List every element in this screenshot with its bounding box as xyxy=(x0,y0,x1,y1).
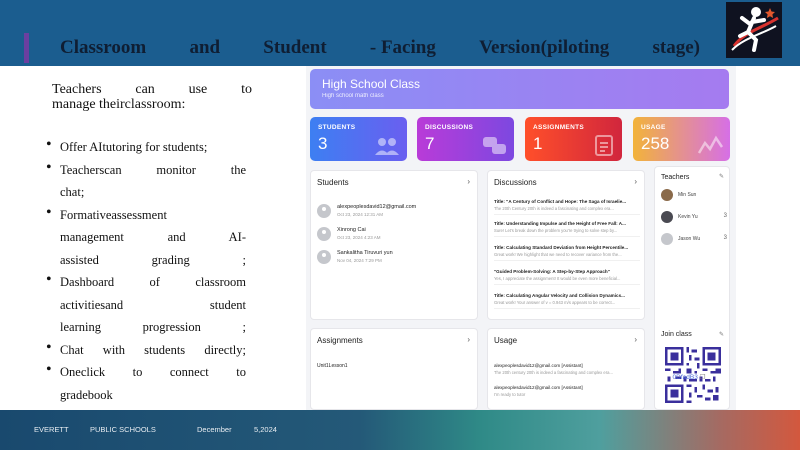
chevron-right-icon[interactable]: › xyxy=(634,335,637,344)
teacher-row[interactable] xyxy=(661,189,727,205)
teacher-row[interactable] xyxy=(661,233,727,249)
bullet-line: gradebook xyxy=(60,387,113,402)
slide-body-text xyxy=(52,82,252,406)
student-date: Oct 23, 2024 12:31 AM xyxy=(337,212,384,217)
bullet-line: assisted grading ; xyxy=(60,252,246,267)
bullet-line: • Chat with students directly; xyxy=(60,342,246,357)
teacher-count: 3 xyxy=(723,213,727,219)
bullet-line: • Teacherscan monitor the xyxy=(60,162,246,177)
stat-value: 3 xyxy=(318,134,328,153)
students-icon xyxy=(373,135,401,157)
student-row[interactable] xyxy=(317,249,475,267)
discussion-snippet: Great work! We highlight that we need to recover variance from the... xyxy=(494,252,622,257)
feature-bullet-list xyxy=(46,136,246,406)
discussion-item[interactable] xyxy=(494,199,640,215)
bullet-item xyxy=(46,159,246,204)
teacher-count: 3 xyxy=(723,235,727,241)
chevron-right-icon[interactable]: › xyxy=(467,177,470,186)
teacher-name: Kevin Yu xyxy=(678,214,698,220)
avatar xyxy=(661,233,673,245)
student-date: Oct 23, 2024 4:23 AM xyxy=(337,235,381,240)
panel-title: Students xyxy=(317,178,349,187)
copy-icon[interactable]: ❐ xyxy=(699,374,706,381)
students-panel xyxy=(310,170,478,320)
classroom-dashboard xyxy=(306,66,736,410)
avatar xyxy=(317,227,331,241)
title-word: Classroom xyxy=(60,37,147,58)
class-subtitle: High school math class xyxy=(322,93,384,99)
intro-line: manage theirclassroom: xyxy=(52,97,186,112)
title-word: stage) xyxy=(652,37,700,58)
discussion-snippet: Yes, I appreciate the assignment! It would be even more beneficial... xyxy=(494,276,621,281)
student-date: Nov 04, 2024 7:29 PM xyxy=(337,258,382,263)
slide-header xyxy=(0,0,800,66)
stat-label: ASSIGNMENTS xyxy=(533,124,584,131)
discussion-snippet: The 20th Century 20th is indeed a fascinating and complex era... xyxy=(494,206,614,211)
clipboard-icon xyxy=(592,133,616,157)
slide-title xyxy=(60,37,700,59)
stat-label: DISCUSSIONS xyxy=(425,124,474,131)
discussion-title: Title: Understanding Impulse and the Height of Free Fall: A... xyxy=(494,221,626,226)
teacher-row[interactable] xyxy=(661,211,727,227)
panel-title: Usage xyxy=(494,336,518,345)
assignments-panel xyxy=(310,328,478,410)
student-row[interactable] xyxy=(317,226,475,244)
discussion-snippet: Sure! Let's break down the problem you're trying to solve step by... xyxy=(494,228,618,233)
discussion-item[interactable] xyxy=(494,221,640,237)
title-word: and xyxy=(189,37,221,58)
panel-title: Discussions xyxy=(494,178,537,187)
discussions-stat-card[interactable] xyxy=(417,117,514,161)
bullet-line: • Formativeassessment xyxy=(60,207,167,222)
footer-org: PUBLIC SCHOOLS xyxy=(90,425,156,434)
bullet-line: activitiesand student xyxy=(60,297,246,312)
bullet-line: • Dashboard of classroom xyxy=(60,275,246,289)
assignment-item[interactable]: Unit1Lesson1 xyxy=(317,363,348,369)
stat-label: USAGE xyxy=(641,124,666,131)
usage-panel xyxy=(487,328,645,410)
title-word: Version(piloting xyxy=(479,37,610,58)
students-stat-card[interactable] xyxy=(310,117,407,161)
discussion-item[interactable] xyxy=(494,245,640,261)
assignments-stat-card[interactable] xyxy=(525,117,622,161)
bullet-line: • Offer AItutoring for students; xyxy=(60,140,208,154)
footer-org: EVERETT xyxy=(34,425,69,434)
avatar xyxy=(317,250,331,264)
discussion-item[interactable] xyxy=(494,269,640,285)
stat-value: 7 xyxy=(425,134,435,153)
student-name: alexpeoplesdavid12@gmail.com xyxy=(337,204,417,210)
bullet-line: learning progression ; xyxy=(60,320,246,334)
activity-chart-icon xyxy=(698,135,724,157)
bullet-item xyxy=(46,361,246,406)
bullet-item xyxy=(46,339,246,362)
footer-month: December xyxy=(197,425,232,434)
slide-footer xyxy=(0,410,800,450)
avatar xyxy=(317,204,331,218)
title-word: Student xyxy=(263,37,327,58)
teacher-name: Min Sun xyxy=(678,192,697,198)
discussions-panel xyxy=(487,170,645,320)
title-word: - Facing xyxy=(369,37,436,58)
stat-label: STUDENTS xyxy=(318,124,356,131)
class-title: High School Class xyxy=(322,77,421,91)
bullet-item xyxy=(46,271,246,339)
avatar xyxy=(661,211,673,223)
runner-logo-icon xyxy=(726,2,782,58)
usage-stat-card[interactable] xyxy=(633,117,730,161)
discussion-title: Title: "A Century of Conflict and Hope: The Saga of Israelie... xyxy=(494,199,627,204)
usage-item[interactable] xyxy=(494,363,640,375)
stat-value: 1 xyxy=(533,134,543,153)
stat-value: 258 xyxy=(641,134,670,153)
panel-title: Assignments xyxy=(317,336,363,345)
join-class-title: Join class xyxy=(661,331,692,338)
chevron-right-icon[interactable]: › xyxy=(467,335,470,344)
school-logo xyxy=(726,2,782,58)
class-code: 0DfadB3 xyxy=(672,374,698,381)
chevron-right-icon[interactable]: › xyxy=(634,177,637,186)
header-accent-bar xyxy=(24,33,29,63)
panel-title: Teachers xyxy=(661,174,690,181)
usage-title: alexpeoplesdavid12@gmail.com [Assistant] xyxy=(494,385,583,390)
discussion-snippet: Great work! Your answer of v = 0.943 m/s appears to be correct... xyxy=(494,300,616,305)
bullet-line: • Oneclick to connect to xyxy=(60,365,246,379)
discussion-title: Title: Calculating Angular Velocity and Collision Dynamics... xyxy=(494,293,625,298)
bullet-line: management and AI- xyxy=(60,230,246,244)
edit-icon[interactable]: ✎ xyxy=(718,174,724,180)
usage-title: alexpeoplesdavid12@gmail.com [Assistant] xyxy=(494,363,583,368)
class-banner[interactable] xyxy=(310,69,729,109)
intro-line: Teachers can use to xyxy=(52,82,252,97)
discussion-title: "Guided Problem-Solving: A Step-by-Step Approach" xyxy=(494,269,610,274)
footer-date: 5,2024 xyxy=(254,425,277,434)
student-name: Sankalitha Tiruvuri yun xyxy=(337,250,393,256)
usage-snippet: I'm ready to tutor xyxy=(494,392,526,397)
bullet-line: chat; xyxy=(60,185,85,199)
bullet-item xyxy=(46,136,246,159)
bullet-item xyxy=(46,204,246,272)
edit-icon[interactable]: ✎ xyxy=(718,332,724,338)
student-name: Xinrong Cai xyxy=(337,227,366,233)
usage-item[interactable] xyxy=(494,385,640,397)
avatar xyxy=(661,189,673,201)
discussion-item[interactable] xyxy=(494,293,640,309)
usage-snippet: The 20th century 20th is indeed a fascinating and complex era... xyxy=(494,370,613,375)
discussion-title: Title: Calculating Standard Deviation from Height Percentile... xyxy=(494,245,629,250)
teacher-name: Jason Wu xyxy=(678,236,701,242)
student-row[interactable] xyxy=(317,203,475,221)
chat-bubbles-icon xyxy=(482,135,508,157)
class-code-row[interactable] xyxy=(656,373,722,381)
